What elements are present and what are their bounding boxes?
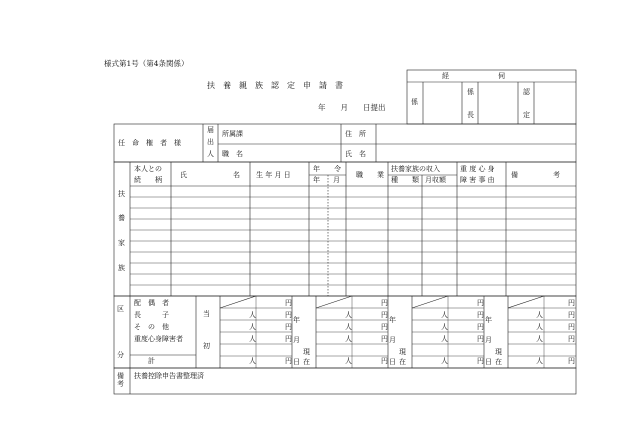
yen-unit: 円	[477, 335, 484, 343]
yen-unit: 円	[285, 357, 292, 365]
category-disabled: 重度心身障害者	[134, 335, 183, 343]
period-2-current-top: 現	[399, 348, 406, 356]
person-unit: 人	[249, 335, 256, 343]
appointer-label: 任 命 権 者 様	[118, 139, 181, 147]
relation-header-bottom: 続 柄	[134, 176, 162, 184]
toushi-bottom: 初	[203, 342, 210, 350]
period-3-year: 年	[485, 316, 492, 324]
period-1-current-top: 現	[303, 348, 310, 356]
form-title: 扶 養 親 族 認 定 申 請 書	[207, 81, 343, 90]
age-year-header: 年	[313, 176, 320, 184]
person-unit: 人	[441, 323, 448, 331]
yen-unit: 円	[381, 299, 388, 307]
period-2-current-bottom: 在	[399, 358, 406, 366]
family-side-2: 養	[118, 214, 125, 222]
person-unit: 人	[441, 335, 448, 343]
period-2-day: 日	[389, 358, 396, 366]
yen-unit: 円	[568, 335, 575, 343]
section-side-bottom: 分	[117, 351, 124, 359]
section-side-top: 区	[117, 305, 124, 313]
approval-kakari: 係	[411, 98, 418, 106]
period-1-current-bottom: 在	[303, 358, 310, 366]
period-1-month: 月	[293, 336, 300, 344]
remarks-side-label: 備考	[117, 372, 124, 388]
yen-unit: 円	[568, 311, 575, 319]
category-total: 計	[148, 357, 155, 365]
yen-unit: 円	[381, 323, 388, 331]
yen-unit: 円	[477, 311, 484, 319]
income-monthly-header: 月収額	[425, 176, 446, 184]
family-side-3: 家	[118, 239, 125, 247]
yen-unit: 円	[285, 311, 292, 319]
yen-unit: 円	[477, 299, 484, 307]
category-spouse: 配 偶 者	[134, 299, 169, 307]
yen-unit: 円	[568, 357, 575, 365]
name-header-right: 名	[233, 171, 240, 179]
income-kind-header: 種 類	[391, 176, 419, 184]
filer-label-3: 人	[207, 150, 214, 158]
yen-unit: 円	[477, 323, 484, 331]
remarks-text: 扶養控除申告書整理済	[134, 372, 204, 380]
period-3-day: 日	[485, 358, 492, 366]
yen-unit: 円	[285, 335, 292, 343]
period-3-current-bottom: 在	[495, 358, 502, 366]
yen-unit: 円	[285, 299, 292, 307]
person-unit: 人	[536, 311, 543, 319]
approval-kakaricho-top: 係	[467, 88, 474, 96]
person-unit: 人	[249, 323, 256, 331]
job-header: 職 業	[356, 171, 384, 179]
filer-title-label: 職 名	[222, 150, 243, 158]
approval-kettei-top: 認	[523, 88, 530, 96]
form-number: 様式第1号（第4条関係）	[104, 59, 189, 68]
name-header-left: 氏	[180, 171, 187, 179]
yen-unit: 円	[285, 323, 292, 331]
disability-header-bottom: 障 害 事 由	[460, 176, 495, 184]
yen-unit: 円	[477, 357, 484, 365]
yen-unit: 円	[381, 335, 388, 343]
family-side-4: 族	[118, 264, 125, 272]
yen-unit: 円	[381, 311, 388, 319]
category-other: そ の 他	[134, 323, 169, 331]
person-unit: 人	[345, 357, 352, 365]
person-unit: 人	[345, 311, 352, 319]
disability-header-top: 重 度 心 身	[460, 165, 495, 173]
relation-header-top: 本人との	[134, 165, 162, 173]
yen-unit: 円	[568, 323, 575, 331]
person-unit: 人	[249, 311, 256, 319]
filer-label-2: 出	[207, 138, 214, 146]
filer-name-label: 氏 名	[345, 150, 366, 158]
yen-unit: 円	[381, 357, 388, 365]
approval-header: 経 伺	[442, 72, 505, 80]
age-month-header: 月	[333, 176, 340, 184]
filer-dept-label: 所属課	[222, 130, 243, 138]
person-unit: 人	[345, 335, 352, 343]
category-eldest-child: 長 子	[134, 311, 169, 319]
period-1-year: 年	[293, 316, 300, 324]
filer-address-label: 住 所	[345, 130, 366, 138]
age-header: 年 令	[313, 165, 341, 173]
person-unit: 人	[441, 357, 448, 365]
period-2-year: 年	[389, 316, 396, 324]
income-header: 扶養家族の収入	[391, 165, 440, 173]
person-unit: 人	[345, 323, 352, 331]
toushi-top: 当	[203, 310, 210, 318]
approval-kettei-bottom: 定	[523, 111, 530, 119]
remarks-header: 備 考	[511, 171, 560, 179]
period-3-current-top: 現	[495, 348, 502, 356]
period-3-month: 月	[485, 336, 492, 344]
approval-kakaricho-bottom: 長	[467, 111, 474, 119]
submission-date-line: 年 月 日提出	[318, 103, 386, 112]
period-1-day: 日	[293, 358, 300, 366]
filer-label-1: 届	[207, 126, 214, 134]
family-side-1: 扶	[118, 190, 125, 198]
person-unit: 人	[441, 311, 448, 319]
yen-unit: 円	[568, 299, 575, 307]
birth-header: 生 年 月 日	[256, 171, 291, 179]
person-unit: 人	[249, 357, 256, 365]
person-unit: 人	[536, 357, 543, 365]
person-unit: 人	[536, 323, 543, 331]
period-2-month: 月	[389, 336, 396, 344]
person-unit: 人	[536, 335, 543, 343]
